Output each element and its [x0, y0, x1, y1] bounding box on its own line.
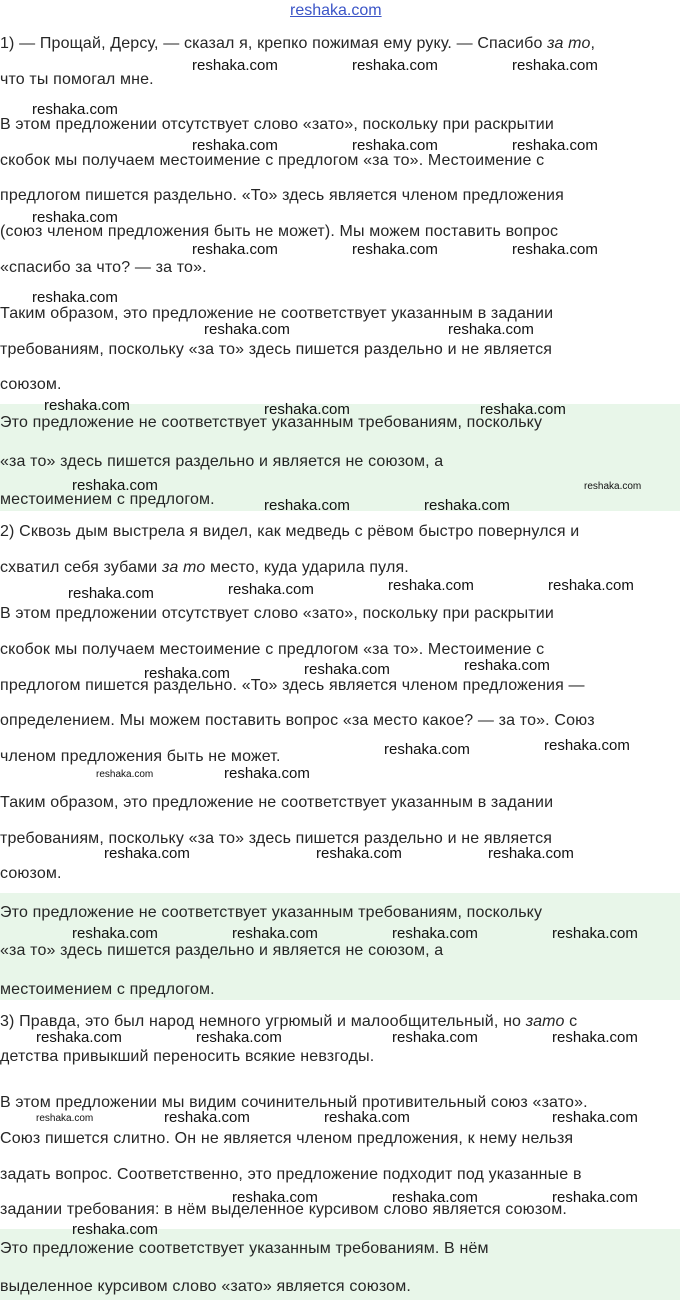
watermark: reshaka.com [384, 741, 470, 758]
watermark: reshaka.com [544, 737, 630, 754]
watermark: reshaka.com [32, 101, 118, 118]
watermark: reshaka.com [512, 57, 598, 74]
watermark: reshaka.com [164, 1109, 250, 1126]
item-3-explanation-line: задать вопрос. Соответственно, это предложение подходит под указанные в [0, 1166, 582, 1183]
item-2-explanation-line: определением. Мы можем поставить вопрос «за место какое? — за то». Союз [0, 712, 595, 729]
item-1-conclusion-line: Таким образом, это предложение не соответствует указанным в задании [0, 305, 554, 322]
watermark: reshaka.com [32, 209, 118, 226]
item-1-conclusion-line: требованиям, поскольку «за то» здесь пишется раздельно и не является [0, 341, 553, 358]
item-1-explanation-line: скобок мы получаем местоимение с предлогом «за то». Местоимение с [0, 152, 545, 169]
watermark: reshaka.com [392, 1189, 478, 1206]
watermark: reshaka.com [464, 657, 550, 674]
watermark: reshaka.com [192, 57, 278, 74]
item-2-sentence-line-1: 2) Сквозь дым выстрела я видел, как медведь с рёвом быстро повернулся и [0, 523, 580, 540]
watermark: reshaka.com [488, 845, 574, 862]
watermark: reshaka.com [224, 765, 310, 782]
item-1-explanation-line: «спасибо за что? — за то». [0, 259, 207, 276]
item-2-explanation-line: В этом предложении отсутствует слово «зато», поскольку при раскрытии [0, 605, 554, 622]
item-2-explanation-line: членом предложения быть не может. [0, 748, 281, 765]
item-2-explanation-line: предлогом пишется раздельно. «То» здесь является членом предложения — [0, 677, 585, 694]
watermark: reshaka.com [392, 1029, 478, 1046]
watermark: reshaka.com [548, 577, 634, 594]
watermark: reshaka.com [512, 137, 598, 154]
item-2-verdict-line: местоимением с предлогом. [0, 981, 215, 998]
item-1-verdict-line: местоимением с предлогом. [0, 491, 215, 508]
watermark: reshaka.com [72, 1221, 158, 1238]
watermark: reshaka.com [44, 397, 130, 414]
item-2-conclusion-line: требованиям, поскольку «за то» здесь пишется раздельно и не является [0, 830, 553, 847]
item-3-verdict-line: выделенное курсивом слово «зато» является союзом. [0, 1278, 411, 1295]
watermark: reshaka.com [552, 1029, 638, 1046]
italic-keyword: за то [161, 559, 206, 576]
watermark: reshaka.com [36, 1029, 122, 1046]
item-2-conclusion-line: Таким образом, это предложение не соответствует указанным в задании [0, 794, 554, 811]
watermark: reshaka.com [196, 1029, 282, 1046]
watermark: reshaka.com [264, 401, 350, 418]
watermark: reshaka.com [316, 845, 402, 862]
watermark: reshaka.com [304, 661, 390, 678]
watermark: reshaka.com [192, 241, 278, 258]
item-1-sentence-line-2: что ты помогал мне. [0, 71, 154, 88]
watermark: reshaka.com [352, 57, 438, 74]
watermark: reshaka.com [480, 401, 566, 418]
watermark: reshaka.com [72, 925, 158, 942]
item-2-sentence-line-2: схватил себя зубами за то место, куда ударила пуля. [0, 559, 409, 576]
item-1-verdict-line: Это предложение не соответствует указанным требованиям, поскольку [0, 414, 543, 431]
item-2-verdict-line: «за то» здесь пишется раздельно и является не союзом, а [0, 942, 444, 959]
item-3-explanation-line: В этом предложении мы видим сочинительный противительный союз «зато». [0, 1094, 588, 1111]
watermark: reshaka.com [204, 321, 290, 338]
item-1-verdict-line: «за то» здесь пишется раздельно и является не союзом, а [0, 453, 444, 470]
watermark: reshaka.com [36, 1113, 94, 1124]
item-2-verdict-line: Это предложение не соответствует указанным требованиям, поскольку [0, 904, 543, 921]
watermark: reshaka.com [264, 497, 350, 514]
watermark: reshaka.com [228, 581, 314, 598]
watermark: reshaka.com [192, 137, 278, 154]
italic-keyword: зато [525, 1013, 565, 1030]
watermark: reshaka.com [424, 497, 510, 514]
watermark: reshaka.com [232, 1189, 318, 1206]
watermark: reshaka.com [68, 585, 154, 602]
item-3-sentence-line-2: детства привыкший переносить всякие невзгоды. [0, 1048, 375, 1065]
watermark: reshaka.com [232, 925, 318, 942]
item-3-explanation-line: Союз пишется слитно. Он не является членом предложения, к нему нельзя [0, 1130, 574, 1147]
item-1-explanation-line: предлогом пишется раздельно. «То» здесь является членом предложения [0, 187, 564, 204]
watermark: reshaka.com [144, 665, 230, 682]
item-2-conclusion-line: союзом. [0, 865, 62, 882]
watermark: reshaka.com [352, 137, 438, 154]
watermark: reshaka.com [388, 577, 474, 594]
item-3-sentence-line-1: 3) Правда, это был народ немного угрюмый и малообщительный, но зато с [0, 1013, 578, 1030]
italic-keyword: за то [547, 35, 591, 52]
watermark: reshaka.com [584, 481, 642, 492]
watermark: reshaka.com [324, 1109, 410, 1126]
item-3-verdict-line: Это предложение соответствует указанным требованиям. В нём [0, 1240, 489, 1257]
watermark: reshaka.com [392, 925, 478, 942]
watermark: reshaka.com [352, 241, 438, 258]
watermark: reshaka.com [32, 289, 118, 306]
watermark: reshaka.com [96, 769, 154, 780]
item-3-explanation-line: задании требования: в нём выделенное курсивом слово является союзом. [0, 1201, 567, 1218]
item-1-explanation-line: (союз членом предложения быть не может). Мы можем поставить вопрос [0, 223, 559, 240]
item-1-conclusion-line: союзом. [0, 376, 62, 393]
watermark: reshaka.com [72, 477, 158, 494]
site-header-link[interactable]: reshaka.com [290, 2, 382, 19]
item-1-sentence-line-1: 1) — Прощай, Дерсу, — сказал я, крепко пожимая ему руку. — Спасибо за то, [0, 35, 596, 52]
watermark: reshaka.com [104, 845, 190, 862]
watermark: reshaka.com [448, 321, 534, 338]
watermark: reshaka.com [552, 1189, 638, 1206]
watermark: reshaka.com [552, 925, 638, 942]
watermark: reshaka.com [552, 1109, 638, 1126]
watermark: reshaka.com [512, 241, 598, 258]
item-1-explanation-line: В этом предложении отсутствует слово «зато», поскольку при раскрытии [0, 116, 554, 133]
item-2-explanation-line: скобок мы получаем местоимение с предлогом «за то». Местоимение с [0, 641, 545, 658]
